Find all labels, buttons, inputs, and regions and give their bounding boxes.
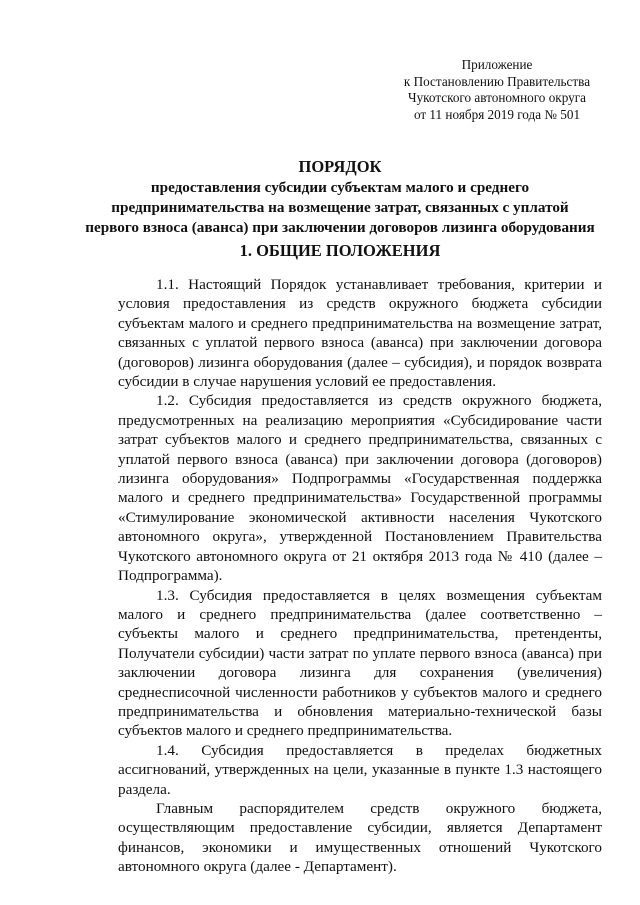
appendix-line: Приложение xyxy=(461,57,533,72)
paragraph-1-2: 1.2. Субсидия предоставляется из средств окружного бюджета, предусмотренных на реализацию мероприятия «Субсидирование части затрат субъектов малого и среднего предпринимательства, связанных с уплатой первого взноса (аванса) при заключении договора (договоров) лизинга оборудования» Подпрограммы «Государственная поддержка малого и среднего предпринимательства» Государственной программы «Стимулирование экономической активности населения Чукотского автономного округа», утвержденной Постановлением Правительства Чукотского автономного округа от 21 октября 2013 года № 410 (далее – Подпрограмма). xyxy=(118,392,602,585)
document-body xyxy=(118,275,602,877)
appendix-line: от 11 ноября 2019 года № 501 xyxy=(413,106,581,122)
document-title: ПОРЯДОК xyxy=(298,157,382,176)
paragraph-main-manager: Главным распорядителем средств окружного бюджета, осуществляющим предоставление субсидии, является Департамент финансов, экономики и имущественных отношений Чукотского автономного округа (далее - Департамент). xyxy=(118,799,602,876)
document-subtitle-line: первого взноса (аванса) при заключении договоров лизинга оборудования xyxy=(85,219,595,236)
paragraph-1-4: 1.4. Субсидия предоставляется в пределах бюджетных ассигнований, утвержденных на цели, указанные в пункте 1.3 настоящего раздела. xyxy=(118,741,602,798)
paragraph-1-3: 1.3. Субсидия предоставляется в целях возмещения субъектам малого и среднего предпринимательства (далее соответственно – субъекты малого и среднего предпринимательства, претенденты, Получатели субсидии) части затрат по уплате первого взноса (аванса) при заключении договора лизинга для сохранения (увеличения) среднесписочной численности работников у субъектов малого и среднего предпринимательства и обновления материально-технической базы субъектов малого и среднего предпринимательства. xyxy=(118,586,602,740)
document-subtitle-line: предпринимательства на возмещение затрат, связанных с уплатой xyxy=(111,199,569,216)
appendix-line: Чукотского автономного округа xyxy=(408,90,586,105)
document-subtitle-line: предоставления субсидии субъектам малого и среднего xyxy=(150,179,530,196)
appendix-header xyxy=(392,57,602,123)
section-heading: 1. ОБЩИЕ ПОЛОЖЕНИЯ xyxy=(239,241,441,260)
document-title-block xyxy=(80,157,600,238)
appendix-line: к Постановлению Правительства xyxy=(403,73,591,89)
paragraph-1-1: 1.1. Настоящий Порядок устанавливает требования, критерии и условия предоставления из средств окружного бюджета субсидии субъектам малого и среднего предпринимательства на возмещение затрат, связанных с уплатой первого взноса (аванса) при заключении договора (договоров) лизинга оборудования (далее – субсидия), и порядок возврата субсидии в случае нарушения условий ее предоставления. xyxy=(118,276,602,391)
